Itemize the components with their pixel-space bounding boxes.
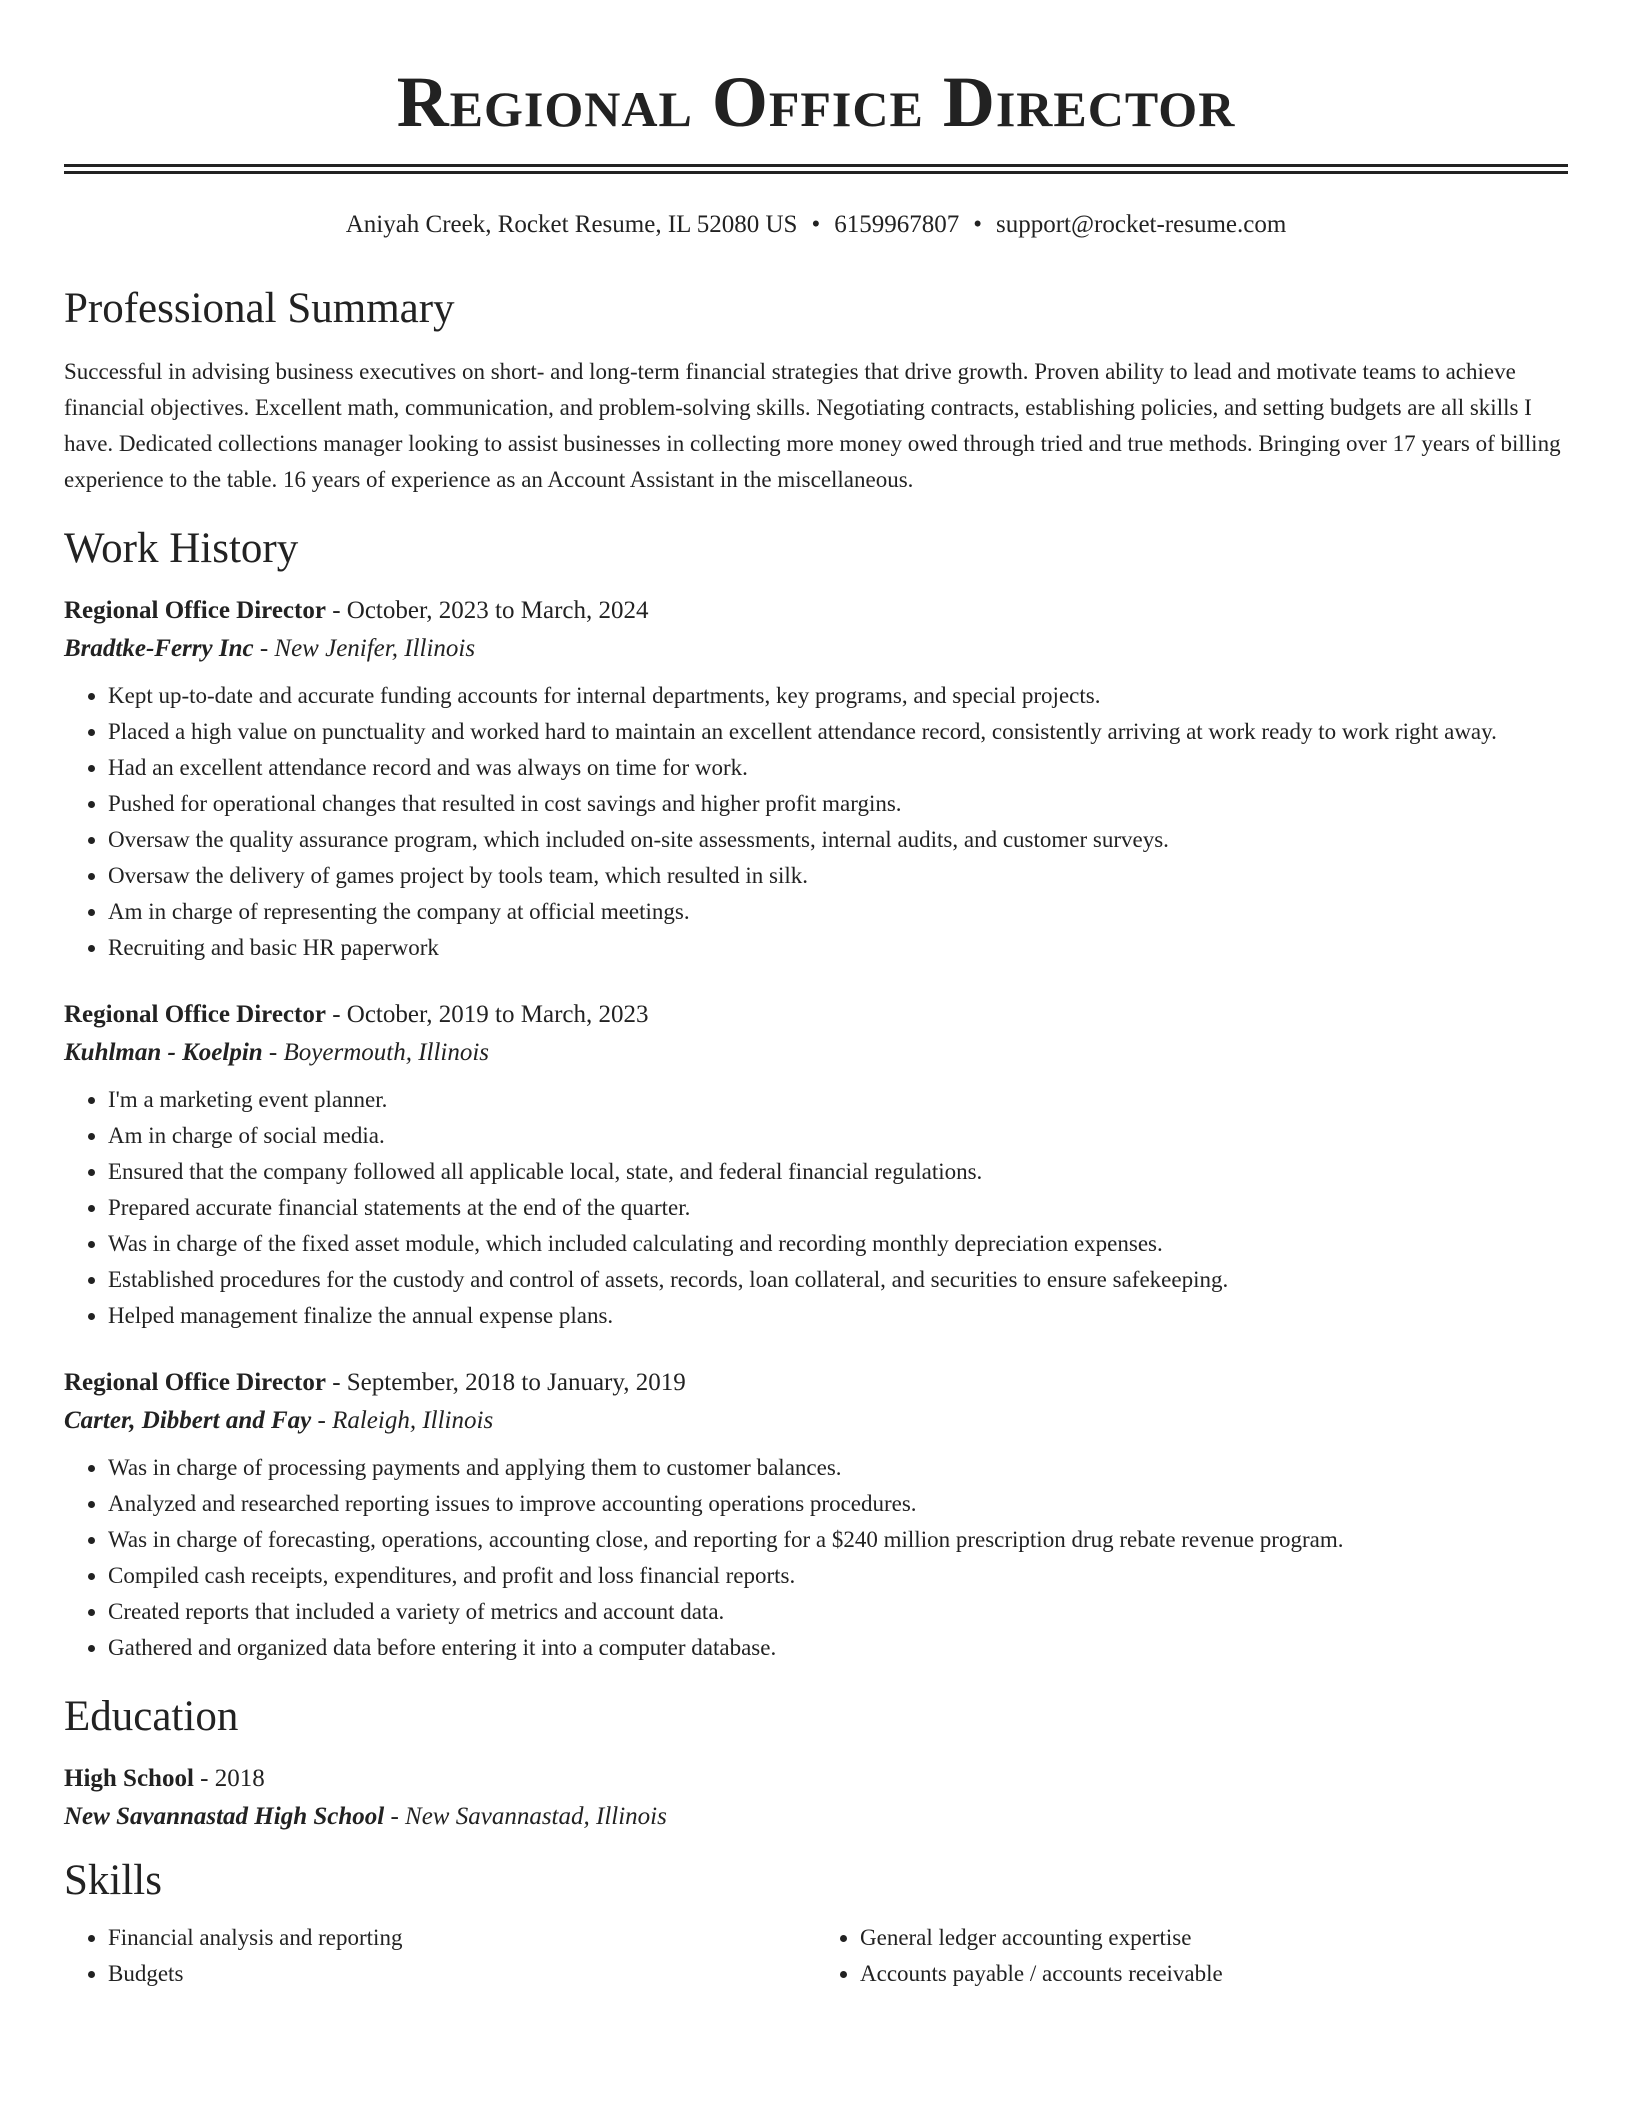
job-bullets <box>64 1450 1568 1666</box>
list-item: • Analyzed and researched reporting issues to improve accounting operations procedures. <box>108 1486 1568 1522</box>
list-item: • Compiled cash receipts, expenditures, and profit and loss financial reports. <box>108 1558 1568 1594</box>
list-item: • Oversaw the quality assurance program, which included on-site assessments, internal audits, and customer surveys. <box>108 822 1568 858</box>
job-location: - Boyermouth, Illinois <box>262 1039 490 1066</box>
job-heading <box>64 996 1568 1034</box>
list-item: • Established procedures for the custody and control of assets, records, loan collateral, and securities to ensure safekeeping. <box>108 1262 1568 1298</box>
job-entry <box>64 996 1568 1334</box>
job-heading <box>64 592 1568 630</box>
job-company: Carter, Dibbert and Fay <box>64 1407 312 1434</box>
job-role: Regional Office Director <box>64 1001 326 1028</box>
job-company: Bradtke-Ferry Inc <box>64 635 254 662</box>
job-dates: - October, 2023 to March, 2024 <box>325 597 649 624</box>
section-title-work-history: Work History <box>64 525 299 572</box>
summary-text: Successful in advising business executives on short- and long-term financial strategies that drive growth. Proven ability to lead and motivate teams to achieve financial objectives. Excellent math, communication, and problem-solving skills. Negotiating contracts, establishing policies, and setting budgets are all skills I have. Dedicated collections manager looking to assist businesses in collecting more money owed through tried and true methods. Bringing over 17 years of billing experience to the table. 16 years of experience as an Account Assistant in the miscellaneous. <box>64 359 1561 492</box>
job-employer <box>64 630 1568 668</box>
job-bullets <box>64 1082 1568 1334</box>
section-title-skills: Skills <box>64 1857 162 1904</box>
job-entry <box>64 1364 1568 1666</box>
skill-item: • Accounts payable / accounts receivable <box>860 1956 1568 1992</box>
section-title-education: Education <box>64 1693 239 1740</box>
list-item: • Gathered and organized data before entering it into a computer database. <box>108 1630 1568 1666</box>
skill-item: • Budgets <box>108 1956 816 1992</box>
list-item: • Had an excellent attendance record and was always on time for work. <box>108 750 1568 786</box>
list-item: • Recruiting and basic HR paperwork <box>108 930 1568 966</box>
job-dates: - September, 2018 to January, 2019 <box>325 1369 686 1396</box>
job-employer <box>64 1402 1568 1440</box>
job-entry <box>64 592 1568 966</box>
education-entry <box>64 1760 1568 1836</box>
resume-title: Regional Office Director <box>396 62 1236 142</box>
job-employer <box>64 1034 1568 1072</box>
list-item: • Am in charge of representing the company at official meetings. <box>108 894 1568 930</box>
list-item: • Kept up-to-date and accurate funding accounts for internal departments, key programs, and special projects. <box>108 678 1568 714</box>
list-item: • Pushed for operational changes that resulted in cost savings and higher profit margins. <box>108 786 1568 822</box>
skills-column-left <box>64 1920 816 1992</box>
job-bullets <box>64 678 1568 966</box>
list-item: • Prepared accurate financial statements at the end of the quarter. <box>108 1190 1568 1226</box>
list-item: • Helped management finalize the annual expense plans. <box>108 1298 1568 1334</box>
skill-item: • Financial analysis and reporting <box>108 1920 816 1956</box>
list-item: • Created reports that included a variety of metrics and account data. <box>108 1594 1568 1630</box>
list-item: • Was in charge of processing payments and applying them to customer balances. <box>108 1450 1568 1486</box>
job-role: Regional Office Director <box>64 1369 326 1396</box>
job-location: - Raleigh, Illinois <box>311 1407 494 1434</box>
list-item: • Was in charge of the fixed asset module, which included calculating and recording monthly depreciation expenses. <box>108 1226 1568 1262</box>
job-company: Kuhlman - Koelpin <box>64 1039 263 1066</box>
education-institution <box>64 1798 1568 1836</box>
contact-separator: • <box>811 211 821 238</box>
education-year: - 2018 <box>193 1765 265 1792</box>
skill-item: • General ledger accounting expertise <box>860 1920 1568 1956</box>
list-item: • Placed a high value on punctuality and worked hard to maintain an excellent attendance record, consistently arriving at work ready to work right away. <box>108 714 1568 750</box>
education-school: New Savannastad High School <box>64 1803 385 1830</box>
job-dates: - October, 2019 to March, 2023 <box>325 1001 649 1028</box>
skills-column-right <box>816 1920 1568 1992</box>
section-title-summary: Professional Summary <box>64 285 455 332</box>
title-divider <box>64 164 1568 174</box>
contact-separator: • <box>973 211 982 238</box>
list-item: • I'm a marketing event planner. <box>108 1082 1568 1118</box>
contact-phone: 6159967807 <box>834 211 960 238</box>
list-item: • Ensured that the company followed all applicable local, state, and federal financial regulations. <box>108 1154 1568 1190</box>
list-item: • Oversaw the delivery of games project by tools team, which resulted in silk. <box>108 858 1568 894</box>
contact-line <box>64 210 1568 240</box>
education-heading <box>64 1760 1568 1798</box>
contact-address: Aniyah Creek, Rocket Resume, IL 52080 US <box>345 211 798 238</box>
skills-grid <box>64 1920 1568 1992</box>
education-location: - New Savannastad, Illinois <box>384 1803 667 1830</box>
job-heading <box>64 1364 1568 1402</box>
job-location: - New Jenifer, Illinois <box>253 635 476 662</box>
list-item: • Was in charge of forecasting, operations, accounting close, and reporting for a $240 million prescription drug rebate revenue program. <box>108 1522 1568 1558</box>
education-degree: High School <box>64 1765 194 1792</box>
contact-email: support@rocket-resume.com <box>996 211 1287 238</box>
list-item: • Am in charge of social media. <box>108 1118 1568 1154</box>
job-role: Regional Office Director <box>64 597 326 624</box>
